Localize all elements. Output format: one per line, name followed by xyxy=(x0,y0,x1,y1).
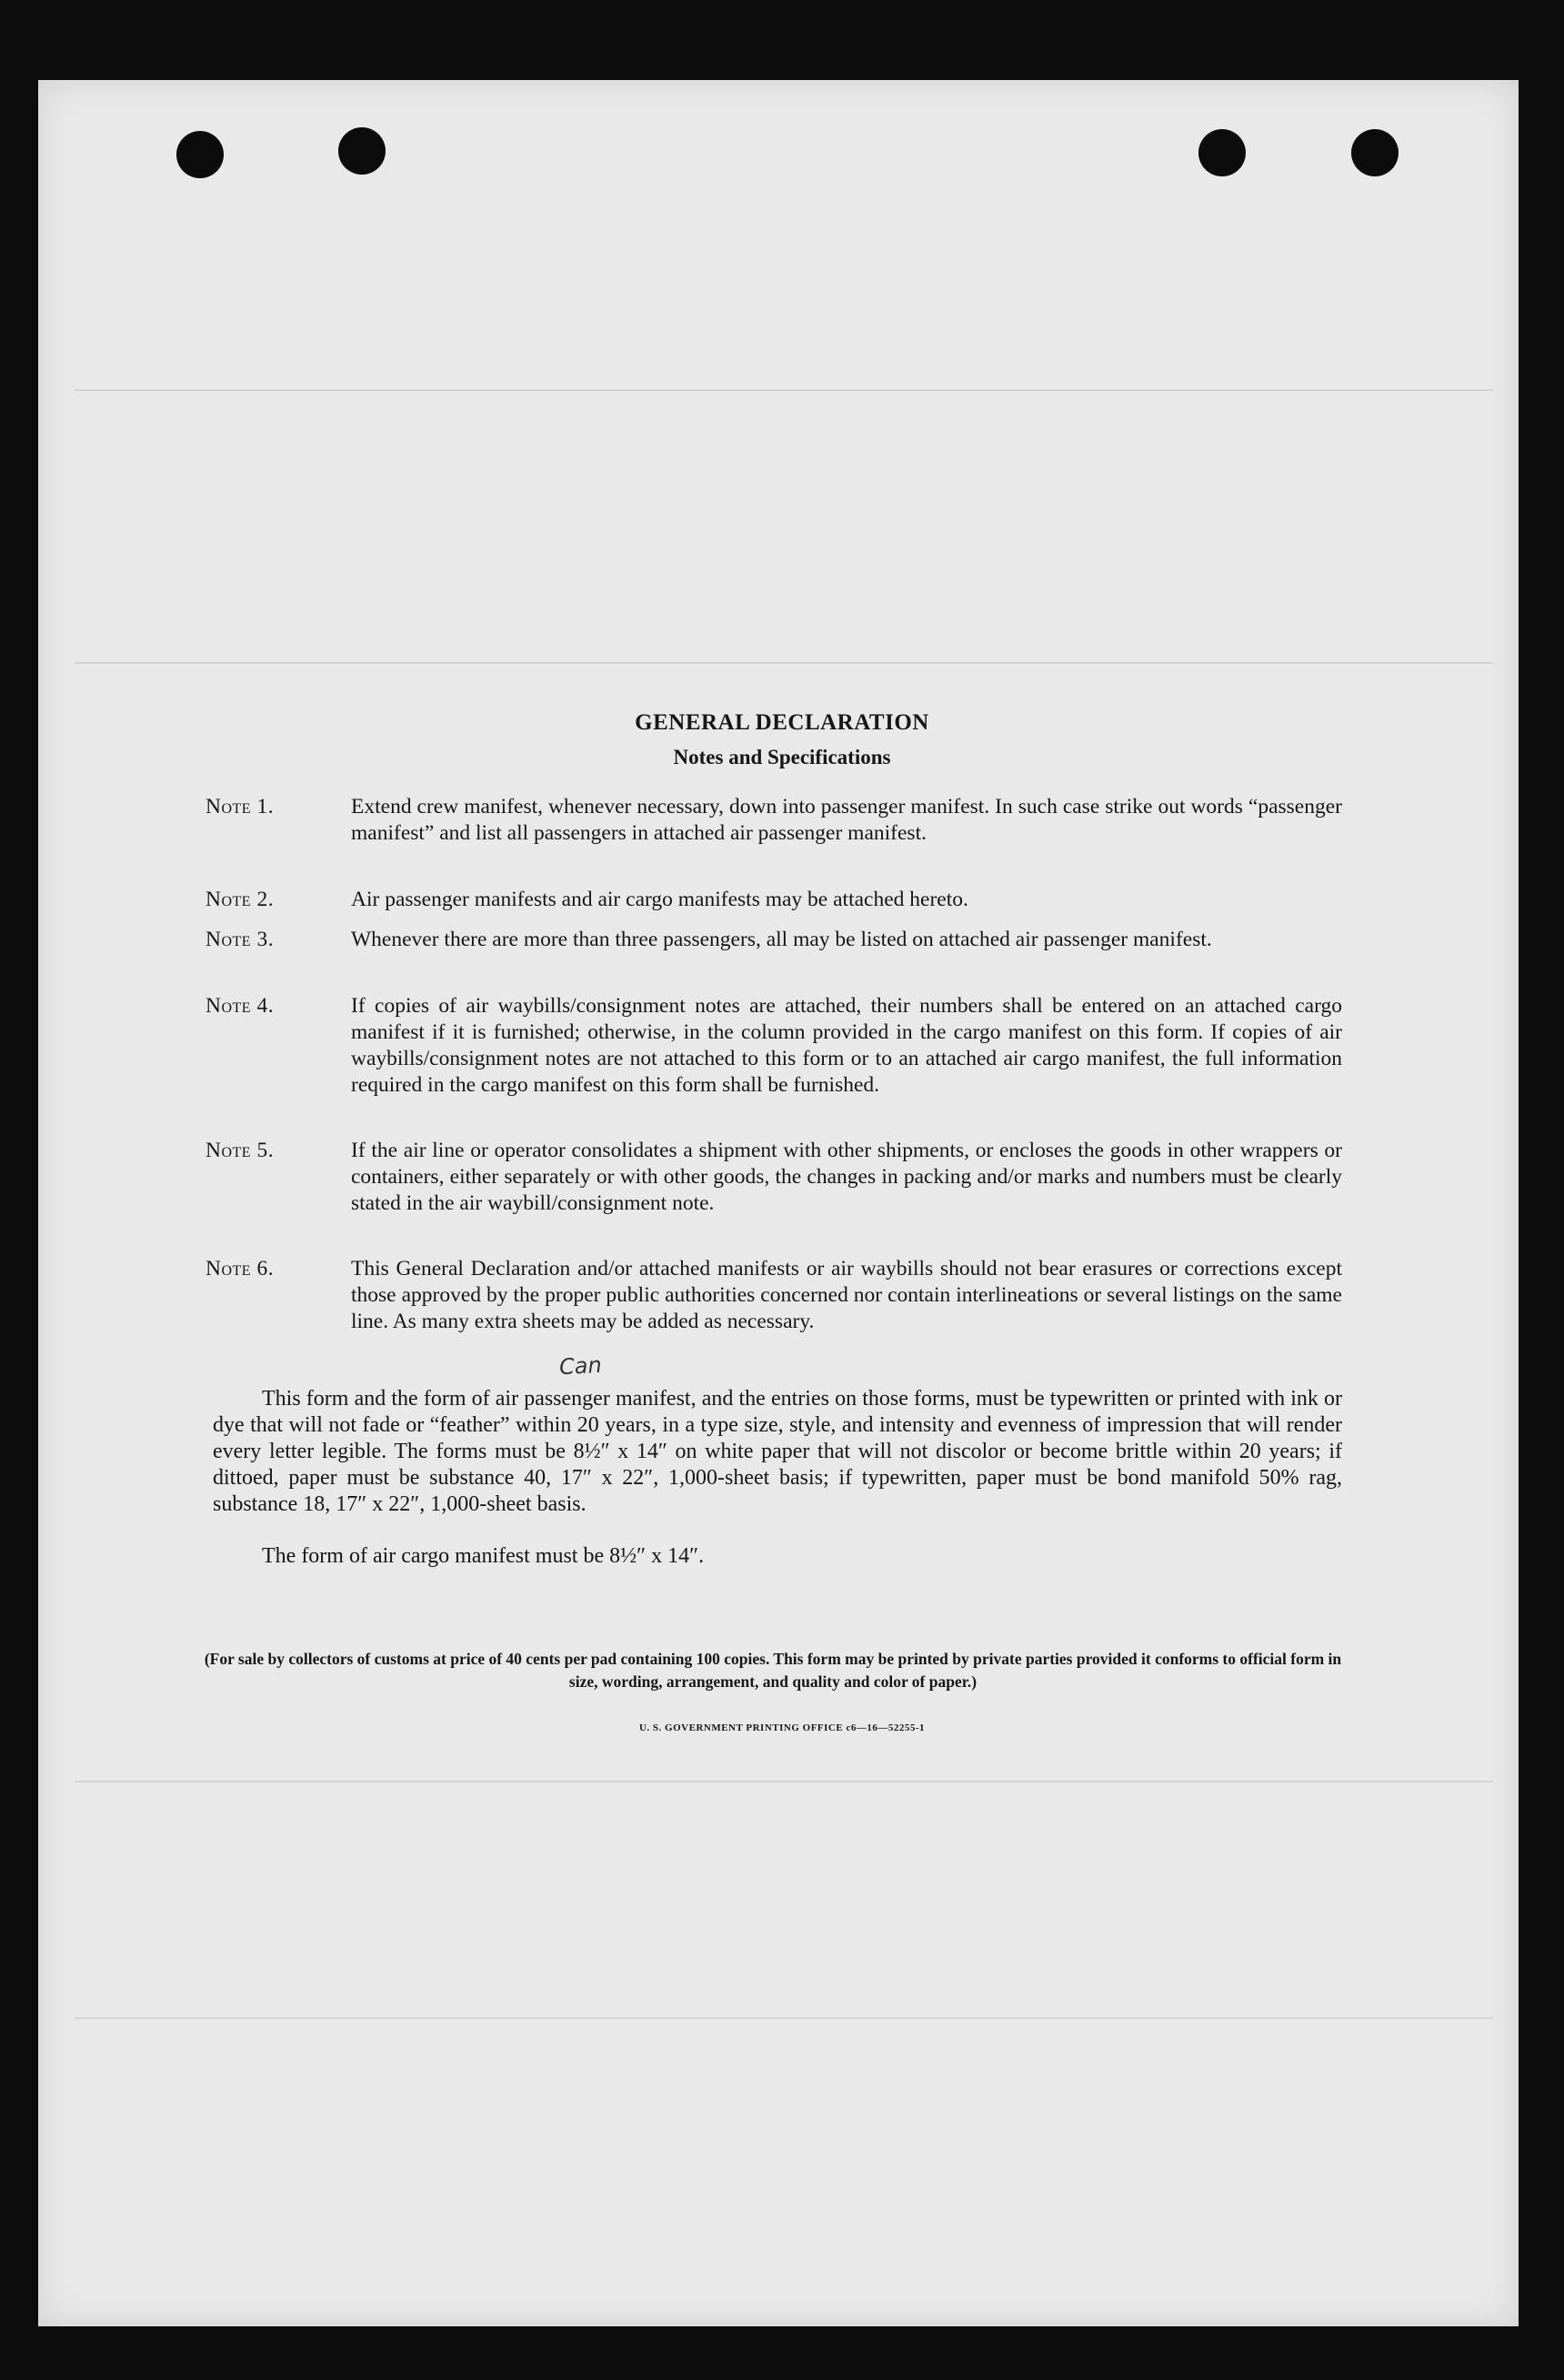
page-title: GENERAL DECLARATION xyxy=(635,710,929,735)
bleed-through-line xyxy=(75,662,1493,664)
punch-hole xyxy=(1198,129,1246,176)
bleed-through-line xyxy=(75,389,1493,391)
note-3 xyxy=(206,927,1342,953)
note-label: Note 6. xyxy=(206,1257,275,1280)
note-5 xyxy=(206,1138,1342,1217)
page-subtitle: Notes and Specifications xyxy=(673,746,891,768)
printer-imprint: U. S. GOVERNMENT PRINTING OFFICE c6—16—52255-1 xyxy=(638,1722,925,1733)
note-text: If the air line or operator consolidates a shipment with other shipments, or encloses the goods in other wrappers or containers, either separately or with other goods, the changes in packing and/or marks and numbers must be clearly stated in the air waybill/consignment note. xyxy=(351,1139,1342,1215)
specification-text: This form and the form of air passenger manifest, and the entries on those forms, must be typewritten or printed with ink or dye that will not fade or “feather” within 20 years, in a type size, style, and intensity and evenness of impression that will render every letter legible. The forms must be 8½″ x 14″ on white paper that will not discolor or become brittle within 20 years; if dittoed, paper must be substance 40, 17″ x 22″, 1,000-sheet basis; if typewritten, paper must be bond manifold 50% rag, substance 18, 17″ x 22″, 1,000-sheet basis. xyxy=(213,1387,1342,1516)
note-text: If copies of air waybills/consignment notes are attached, their numbers shall be entered on an attached cargo manifest if it is furnished; otherwise, in the column provided in the cargo manifest on this form. If copies of air waybills/consignment notes are not attached to this form or to an attached air cargo manifest, the full information required in the cargo manifest on this form shall be furnished. xyxy=(351,994,1342,1097)
note-label: Note 2. xyxy=(206,888,275,911)
bleed-through-line xyxy=(75,1781,1493,1782)
note-text: This General Declaration and/or attached manifests or air waybills should not bear erasures or corrections except those approved by the proper public authorities concerned nor contain interlineations or several listings on the same line. As many extra sheets may be added as necessary. xyxy=(351,1257,1342,1333)
cargo-manifest-size-line xyxy=(262,1543,1080,1570)
note-6 xyxy=(206,1256,1342,1335)
punch-hole xyxy=(338,127,386,175)
note-1 xyxy=(206,794,1342,847)
note-label: Note 5. xyxy=(206,1139,275,1162)
note-label: Note 1. xyxy=(206,795,275,818)
note-text: Extend crew manifest, whenever necessary, down into passenger manifest. In such case strike out words “passenger manifest” and list all passengers in attached air passenger manifest. xyxy=(351,795,1342,845)
note-text: Whenever there are more than three passengers, all may be listed on attached air passenger manifest. xyxy=(351,928,1212,951)
handwritten-annotation: Can xyxy=(558,1351,603,1381)
note-label: Note 3. xyxy=(206,928,275,951)
sale-notice: (For sale by collectors of customs at price of 40 cents per pad containing 100 copies. This form may be printed by private parties provided it conforms to official form in size, wording, arrangement, and quality and color of paper.) xyxy=(204,1650,1342,1691)
note-text: Air passenger manifests and air cargo manifests may be attached hereto. xyxy=(351,888,968,911)
paper-specification-paragraph xyxy=(213,1386,1342,1518)
punch-hole xyxy=(1351,129,1399,176)
cargo-size-text: The form of air cargo manifest must be 8½″ x 14″. xyxy=(262,1544,705,1568)
note-label: Note 4. xyxy=(206,994,275,1018)
note-2 xyxy=(206,887,1342,913)
note-4 xyxy=(206,993,1342,1099)
punch-hole xyxy=(176,131,224,178)
bleed-through-line xyxy=(75,2017,1493,2019)
